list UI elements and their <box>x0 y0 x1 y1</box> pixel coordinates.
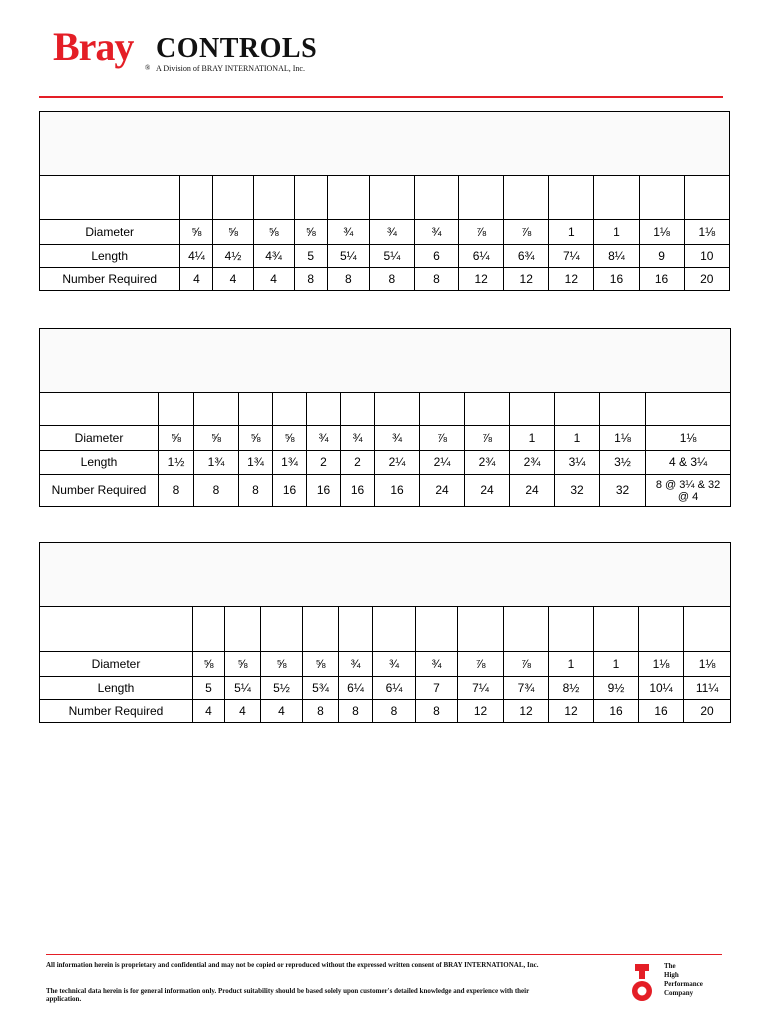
table-cell: ¾ <box>327 220 369 245</box>
table-cell: 8½ <box>549 677 594 700</box>
table-cell: 8 <box>416 700 458 723</box>
table-cell: 4 <box>180 268 213 291</box>
table-cell: ⅞ <box>465 426 510 451</box>
table-row-length <box>40 677 731 700</box>
logo-division-text: A Division of BRAY INTERNATIONAL, Inc. <box>156 64 305 73</box>
table-cell: 12 <box>458 700 504 723</box>
table-cell: 4½ <box>213 245 253 268</box>
table-title-cell <box>40 329 731 393</box>
table-cell: ⅞ <box>504 652 549 677</box>
table-cell: 24 <box>420 475 465 507</box>
table-cell: 5¼ <box>369 245 414 268</box>
row-label: Diameter <box>40 426 159 451</box>
table-cell: 16 <box>639 700 684 723</box>
table-cell: 32 <box>600 475 646 507</box>
table-cell: 5¾ <box>303 677 339 700</box>
row-label: Length <box>40 245 180 268</box>
row-label: Length <box>40 451 159 475</box>
table-cell: 5½ <box>261 677 303 700</box>
table-cell: ⅝ <box>303 652 339 677</box>
table-cell: 8 <box>194 475 239 507</box>
table-cell: 20 <box>684 700 731 723</box>
table-cell: 16 <box>273 475 307 507</box>
table-cell: 6¼ <box>373 677 416 700</box>
table-title-cell <box>40 112 730 176</box>
high-performance-logo-icon <box>631 962 661 1007</box>
table-header-row <box>40 393 731 426</box>
row-label: Diameter <box>40 220 180 245</box>
table-row-diameter <box>40 652 731 677</box>
table-cell: ⅝ <box>193 652 225 677</box>
table-cell: 16 <box>307 475 341 507</box>
table-cell: 24 <box>510 475 555 507</box>
table-cell: 4 <box>261 700 303 723</box>
table-cell: 5¼ <box>327 245 369 268</box>
table-cell: 1¾ <box>239 451 273 475</box>
table-cell: 1⅛ <box>600 426 646 451</box>
table-cell: 7¼ <box>458 677 504 700</box>
logo-registered-mark: ® <box>145 64 151 72</box>
bolt-spec-table-1 <box>39 111 730 291</box>
table-cell: 4 <box>213 268 253 291</box>
table-cell: 8 <box>303 700 339 723</box>
table-cell: 1 <box>594 652 639 677</box>
proprietary-notice: All information herein is proprietary and confidential and may not be copied or reproduced without the expressed written consent of BRAY INTERNATIONAL, Inc. <box>46 961 539 969</box>
table-cell: 1⅛ <box>639 220 684 245</box>
row-label: Number Required <box>40 475 159 507</box>
table-row-diameter <box>40 426 731 451</box>
row-label: Length <box>40 677 193 700</box>
row-label: Number Required <box>40 700 193 723</box>
table-cell: 12 <box>459 268 504 291</box>
table-cell: 8 @ 3¼ & 32 @ 4 <box>646 475 731 507</box>
table-cell: 16 <box>639 268 684 291</box>
table-cell: 8 <box>239 475 273 507</box>
table-cell: 9½ <box>594 677 639 700</box>
table-cell: ¾ <box>341 426 375 451</box>
table-cell: ¾ <box>369 220 414 245</box>
table-cell: 1 <box>594 220 639 245</box>
table-cell: 7¼ <box>549 245 594 268</box>
badge-text-company: Company <box>664 989 694 997</box>
table-cell: 1 <box>510 426 555 451</box>
bray-controls-logo <box>53 26 343 78</box>
table-cell: 12 <box>549 268 594 291</box>
table-cell: 20 <box>684 268 729 291</box>
high-performance-badge <box>631 962 711 1007</box>
bolt-spec-table-3 <box>39 542 731 723</box>
table-cell: 4 <box>193 700 225 723</box>
table-cell: 1⅛ <box>646 426 731 451</box>
table-cell: ⅝ <box>180 220 213 245</box>
table-cell: 16 <box>594 700 639 723</box>
table-cell: 4¼ <box>180 245 213 268</box>
technical-data-notice: The technical data herein is for general information only. Product suitability should be based solely upon customer's detailed knowledge and experience with their application. <box>46 987 530 1003</box>
table-cell: 4 <box>253 268 294 291</box>
table-cell: 1¾ <box>273 451 307 475</box>
table-cell: 16 <box>594 268 639 291</box>
table-cell: 2¼ <box>420 451 465 475</box>
row-label: Number Required <box>40 268 180 291</box>
table-cell: ⅞ <box>420 426 465 451</box>
table-cell: 6 <box>414 245 458 268</box>
badge-text-the: The <box>664 962 676 970</box>
row-label: Diameter <box>40 652 193 677</box>
table-cell: 3½ <box>600 451 646 475</box>
table-cell: 4 & 3¼ <box>646 451 731 475</box>
table-header-row <box>40 607 731 652</box>
table-row-number-required <box>40 700 731 723</box>
table-cell: ⅝ <box>213 220 253 245</box>
table-cell: 3¼ <box>555 451 600 475</box>
table-cell: ⅞ <box>504 220 549 245</box>
table-cell: 12 <box>549 700 594 723</box>
table-cell: 24 <box>465 475 510 507</box>
table-cell: 2 <box>341 451 375 475</box>
table-row-length <box>40 245 730 268</box>
bolt-spec-table-2 <box>39 328 731 507</box>
table-header-row <box>40 176 730 220</box>
table-title-cell <box>40 543 731 607</box>
table-cell: 32 <box>555 475 600 507</box>
table-cell: 8 <box>294 268 327 291</box>
table-cell: 7¾ <box>504 677 549 700</box>
table-cell: ¾ <box>416 652 458 677</box>
table-cell: 6¼ <box>459 245 504 268</box>
table-cell: 1¾ <box>194 451 239 475</box>
table-cell: 6¼ <box>339 677 373 700</box>
table-cell: ⅝ <box>253 220 294 245</box>
table-cell: 16 <box>341 475 375 507</box>
table-cell: 5 <box>193 677 225 700</box>
table-cell: 8 <box>414 268 458 291</box>
table-cell: 8 <box>339 700 373 723</box>
table-cell: 2¼ <box>375 451 420 475</box>
table-cell: 8 <box>159 475 194 507</box>
header-divider <box>39 96 723 98</box>
table-cell: 10¼ <box>639 677 684 700</box>
table-cell: 16 <box>375 475 420 507</box>
badge-text-performance: Performance <box>664 980 703 988</box>
table-cell: ¾ <box>375 426 420 451</box>
table-cell: 5 <box>294 245 327 268</box>
table-cell: 1⅛ <box>684 652 731 677</box>
table-cell: ⅝ <box>194 426 239 451</box>
table-cell: ¾ <box>339 652 373 677</box>
table-cell: 8 <box>327 268 369 291</box>
table-row-diameter <box>40 220 730 245</box>
table-cell: ⅝ <box>239 426 273 451</box>
table-cell: 4¾ <box>253 245 294 268</box>
table-cell: ⅝ <box>159 426 194 451</box>
table-cell: ⅝ <box>225 652 261 677</box>
table-cell: 7 <box>416 677 458 700</box>
table-row-number-required <box>40 268 730 291</box>
table-cell: 2¾ <box>465 451 510 475</box>
table-cell: 2¾ <box>510 451 555 475</box>
table-cell: ⅝ <box>273 426 307 451</box>
table-cell: 8 <box>373 700 416 723</box>
table-row-length <box>40 451 731 475</box>
table-cell: ⅞ <box>459 220 504 245</box>
table-cell: 8 <box>369 268 414 291</box>
footer-divider <box>46 954 722 955</box>
logo-controls-wordmark: CONTROLS <box>156 33 318 64</box>
table-cell: ¾ <box>373 652 416 677</box>
table-cell: 11¼ <box>684 677 731 700</box>
table-cell: 1⅛ <box>684 220 729 245</box>
table-cell: 1⅛ <box>639 652 684 677</box>
table-cell: 1½ <box>159 451 194 475</box>
table-cell: ⅞ <box>458 652 504 677</box>
table-cell: ⅝ <box>294 220 327 245</box>
table-row-number-required <box>40 475 731 507</box>
table-cell: 10 <box>684 245 729 268</box>
badge-text-high: High <box>664 971 679 979</box>
table-cell: 9 <box>639 245 684 268</box>
table-cell: 1 <box>555 426 600 451</box>
table-cell: ⅝ <box>261 652 303 677</box>
table-cell: 2 <box>307 451 341 475</box>
table-cell: 1 <box>549 652 594 677</box>
table-cell: 12 <box>504 700 549 723</box>
table-cell: ¾ <box>307 426 341 451</box>
table-cell: 4 <box>225 700 261 723</box>
table-cell: ¾ <box>414 220 458 245</box>
table-cell: 12 <box>504 268 549 291</box>
table-cell: 1 <box>549 220 594 245</box>
table-cell: 5¼ <box>225 677 261 700</box>
logo-bray-wordmark: Bray <box>53 24 134 69</box>
table-cell: 8¼ <box>594 245 639 268</box>
table-cell: 6¾ <box>504 245 549 268</box>
